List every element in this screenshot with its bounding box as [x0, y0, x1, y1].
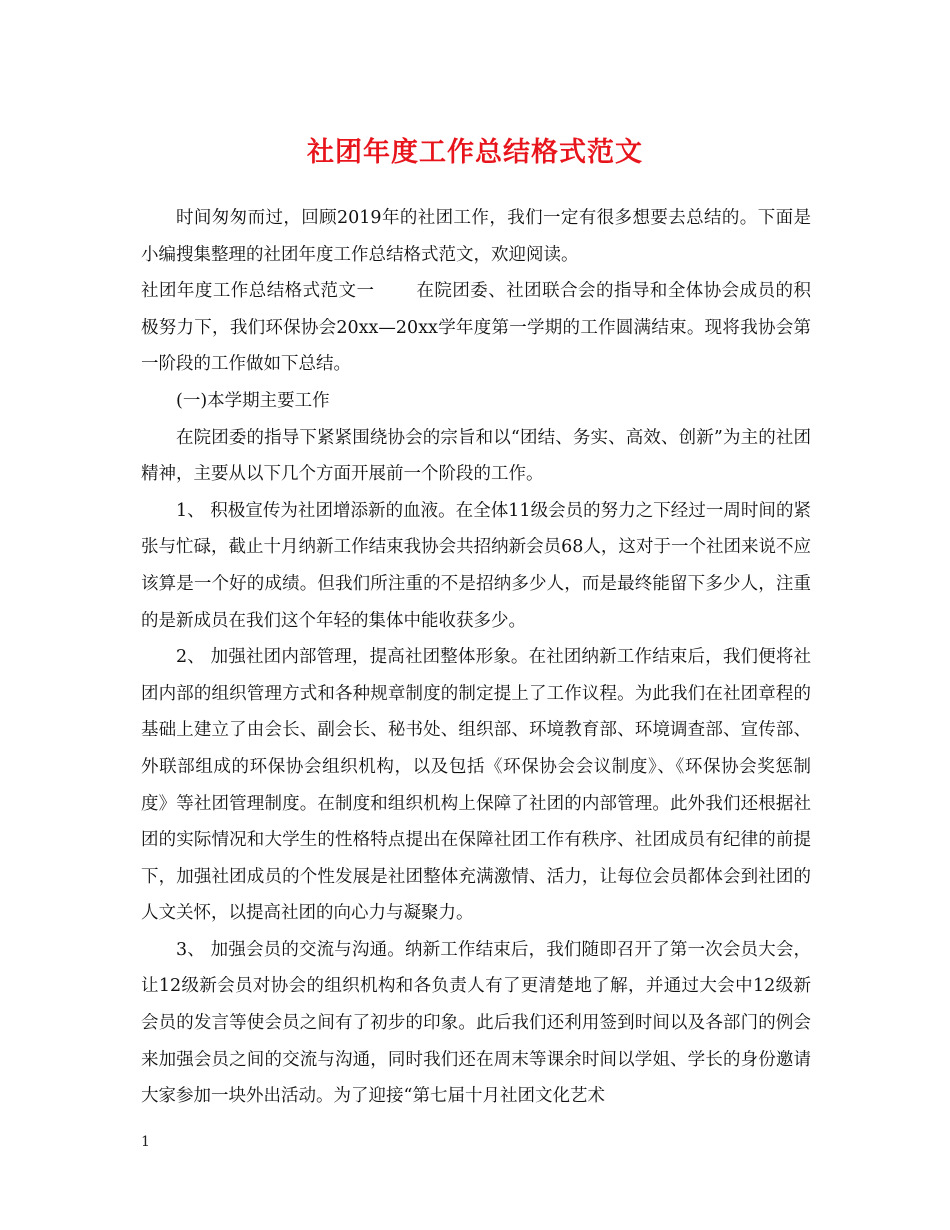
- item-1-paragraph: 1、 积极宣传为社团增添新的血液。在全体11级会员的努力之下经过一周时间的紧张与忙碌，截止十月纳新工作结束我协会共招纳新会员68人，这对于一个社团来说不应该算是一个好的成绩。但我们所注重的不是招纳多少人，而是最终能留下多少人，注重的是新成员在我们这个年轻的集体中能收获多少。: [141, 500, 811, 631]
- item-3-paragraph: 3、 加强会员的交流与沟通。纳新工作结束后，我们随即召开了第一次会员大会，让12级新会员对协会的组织机构和各负责人有了更清楚地了解，并通过大会中12级新会员的发言等使会员之间有了初步的印象。此后我们还利用签到时间以及各部门的例会来加强会员之间的交流与沟通，同时我们还在周末等课余时间以学姐、学长的身份邀请大家参加一块外出活动。为了迎接“第七届十月社团文化艺术: [141, 939, 811, 1107]
- document-title: 社团年度工作总结格式范文: [307, 137, 643, 168]
- document-body: [141, 200, 811, 1115]
- intro-paragraph: 时间匆匆而过，回顾2019年的社团工作，我们一定有很多想要去总结的。下面是小编搜集整理的社团年度工作总结格式范文，欢迎阅读。: [141, 208, 811, 265]
- section-paragraph: [141, 273, 811, 383]
- item-2-paragraph: 2、 加强社团内部管理，提高社团整体形象。在社团纳新工作结束后，我们便将社团内部的组织管理方式和各种规章制度的制定提上了工作议程。为此我们在社团章程的基础上建立了由会长、副会长、秘书处、组织部、环境教育部、环境调查部、宣传部、外联部组成的环保协会组织机构，以及包括《环保协会会议制度》、《环保协会奖惩制度》等社团管理制度。在制度和组织机构上保障了社团的内部管理。此外我们还根据社团的实际情况和大学生的性格特点提出在保障社团工作有秩序、社团成员有纪律的前提下，加强社团成员的个性发展是社团整体充满激情、活力，让每位会员都体会到社团的人文关怀，以提高社团的向心力与凝聚力。: [141, 647, 811, 924]
- section-heading: 社团年度工作总结格式范文一: [141, 281, 375, 302]
- overview-paragraph: 在院团委的指导下紧紧围绕协会的宗旨和以“团结、务实、高效、创新”为主的社团精神，主要从以下几个方面开展前一个阶段的工作。: [141, 427, 811, 485]
- subheading: (一)本学期主要工作: [176, 390, 330, 411]
- page-number: 1: [141, 1134, 150, 1150]
- section-lead-text: 在院团委、社团联合会的指导和全体协会成员的积极努力下，我们环保协会20xx—20xx学年度第一学期的工作圆满结束。现将我协会第一阶段的工作做如下总结。: [141, 281, 812, 375]
